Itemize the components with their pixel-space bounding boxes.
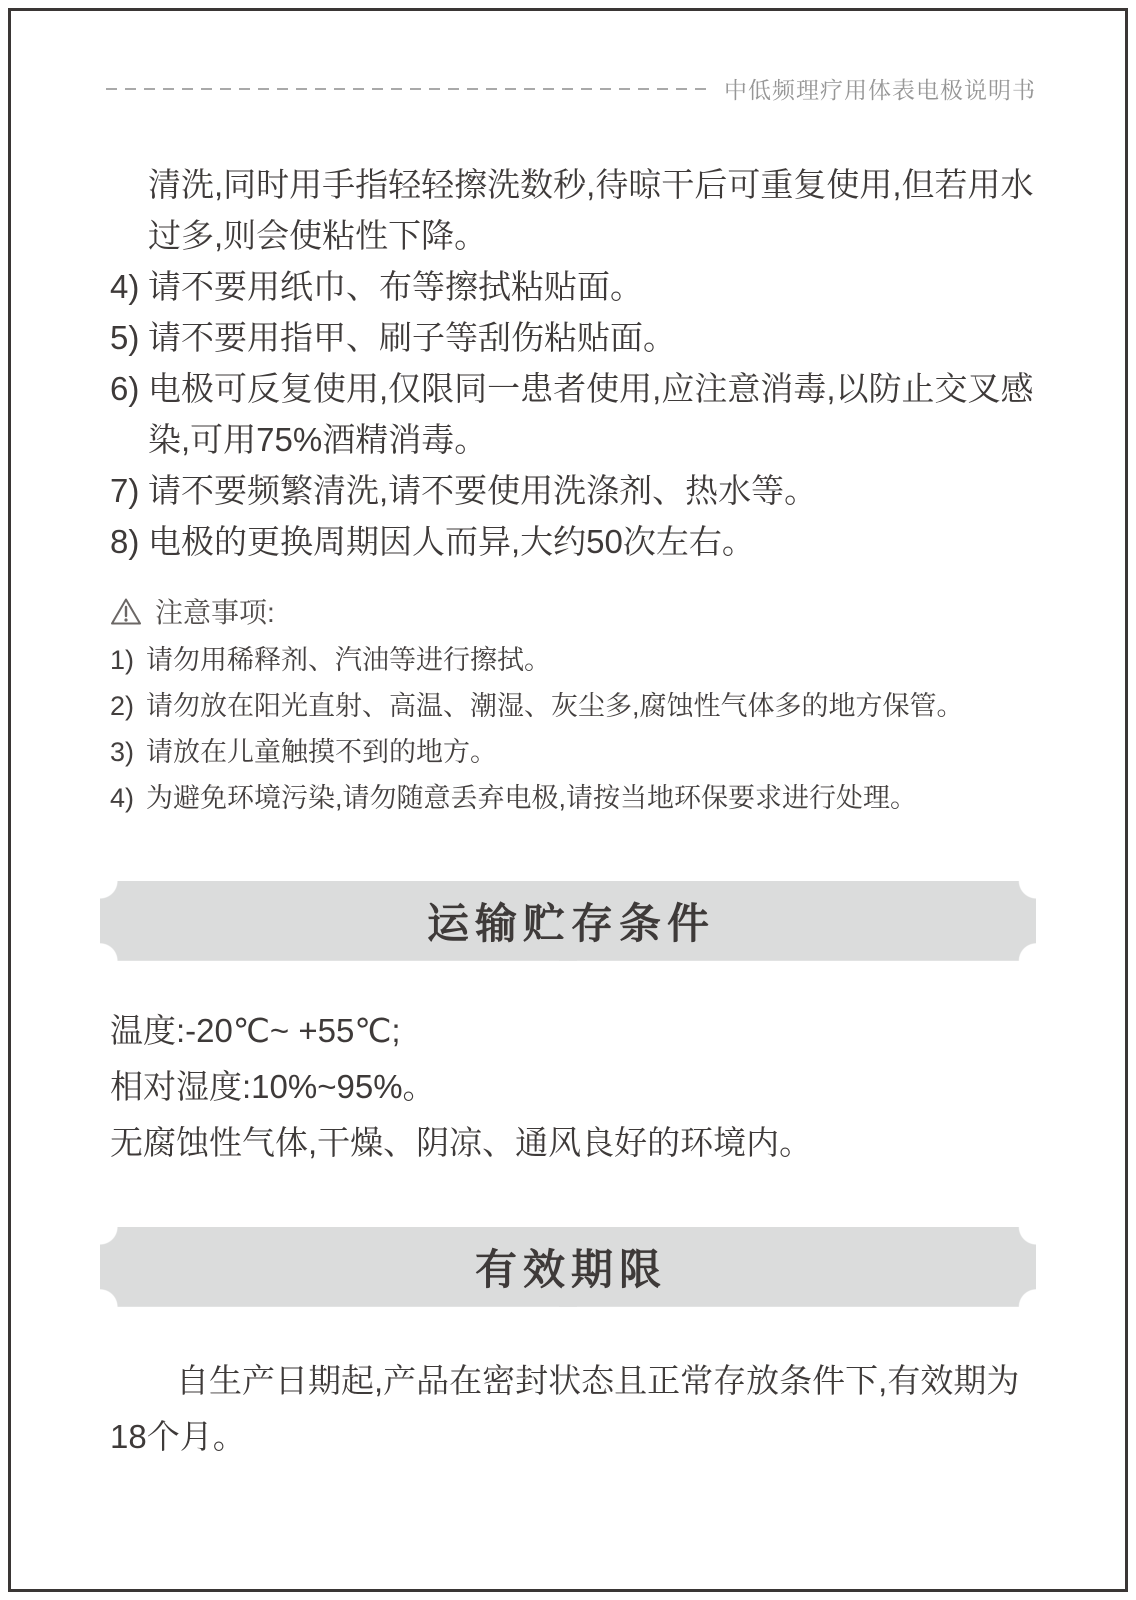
note-continuation-paragraph: 清洗,同时用手指轻轻擦洗数秒,待晾干后可重复使用,但若用水过多,则会使粘性下降。 [148,166,1034,254]
item-text: 电极可反复使用,仅限同一患者使用,应注意消毒,以防止交叉感染,可用75%酒精消毒。 [148,370,1034,458]
list-item [110,637,1036,683]
item-text: 为避免环境污染,请勿随意丢弃电极,请按当地环保要求进行处理。 [146,783,918,813]
storage-line: 无腐蚀性气体,干燥、阴凉、通风良好的环境内。 [110,1124,813,1161]
section-banner-storage [100,881,1036,961]
list-item [110,775,1036,821]
caution-heading-label: 注意事项: [155,597,275,628]
item-number: 5) [110,319,140,356]
caution-heading [110,591,1036,631]
storage-conditions [110,1003,1036,1171]
item-text: 请勿放在阳光直射、高温、潮湿、灰尘多,腐蚀性气体多的地方保管。 [146,691,964,721]
item-number: 6) [110,370,140,407]
item-text: 请放在儿童触摸不到的地方。 [146,737,497,767]
list-item [110,465,1036,516]
page-header [100,72,1036,105]
caution-list [110,637,1036,821]
item-number: 4) [110,783,135,813]
section-title: 有效期限 [474,1246,667,1293]
storage-line: 温度:-20℃~ +55℃; [110,1012,401,1049]
section-title: 运输贮存条件 [426,900,715,947]
list-item [110,683,1036,729]
list-item [110,516,1036,567]
item-text: 电极的更换周期因人而异,大约50次左右。 [148,523,755,560]
item-number: 1) [110,645,135,675]
item-text: 请不要频繁清洗,请不要使用洗涤剂、热水等。 [148,472,818,509]
doc-title: 中低频理疗用体表电极说明书 [724,77,1036,103]
list-item [110,729,1036,775]
list-item [110,312,1036,363]
section-banner-validity [100,1227,1036,1307]
dashed-rule [106,88,708,90]
page-content [100,0,1036,1465]
warning-icon [110,597,142,626]
item-number: 4) [110,268,140,305]
item-text: 请不要用纸巾、布等擦拭粘贴面。 [148,268,643,305]
item-number: 3) [110,737,135,767]
list-item [110,363,1036,465]
usage-notes-list [110,261,1036,567]
item-number: 2) [110,691,135,721]
item-text: 请不要用指甲、刷子等刮伤粘贴面。 [148,319,676,356]
item-text: 请勿用稀释剂、汽油等进行擦拭。 [146,645,551,675]
list-item [110,261,1036,312]
storage-line: 相对湿度:10%~95%。 [110,1068,436,1105]
validity-paragraph: 自生产日期起,产品在密封状态且正常存放条件下,有效期为18个月。 [110,1362,1020,1455]
item-number: 7) [110,472,140,509]
item-number: 8) [110,523,140,560]
